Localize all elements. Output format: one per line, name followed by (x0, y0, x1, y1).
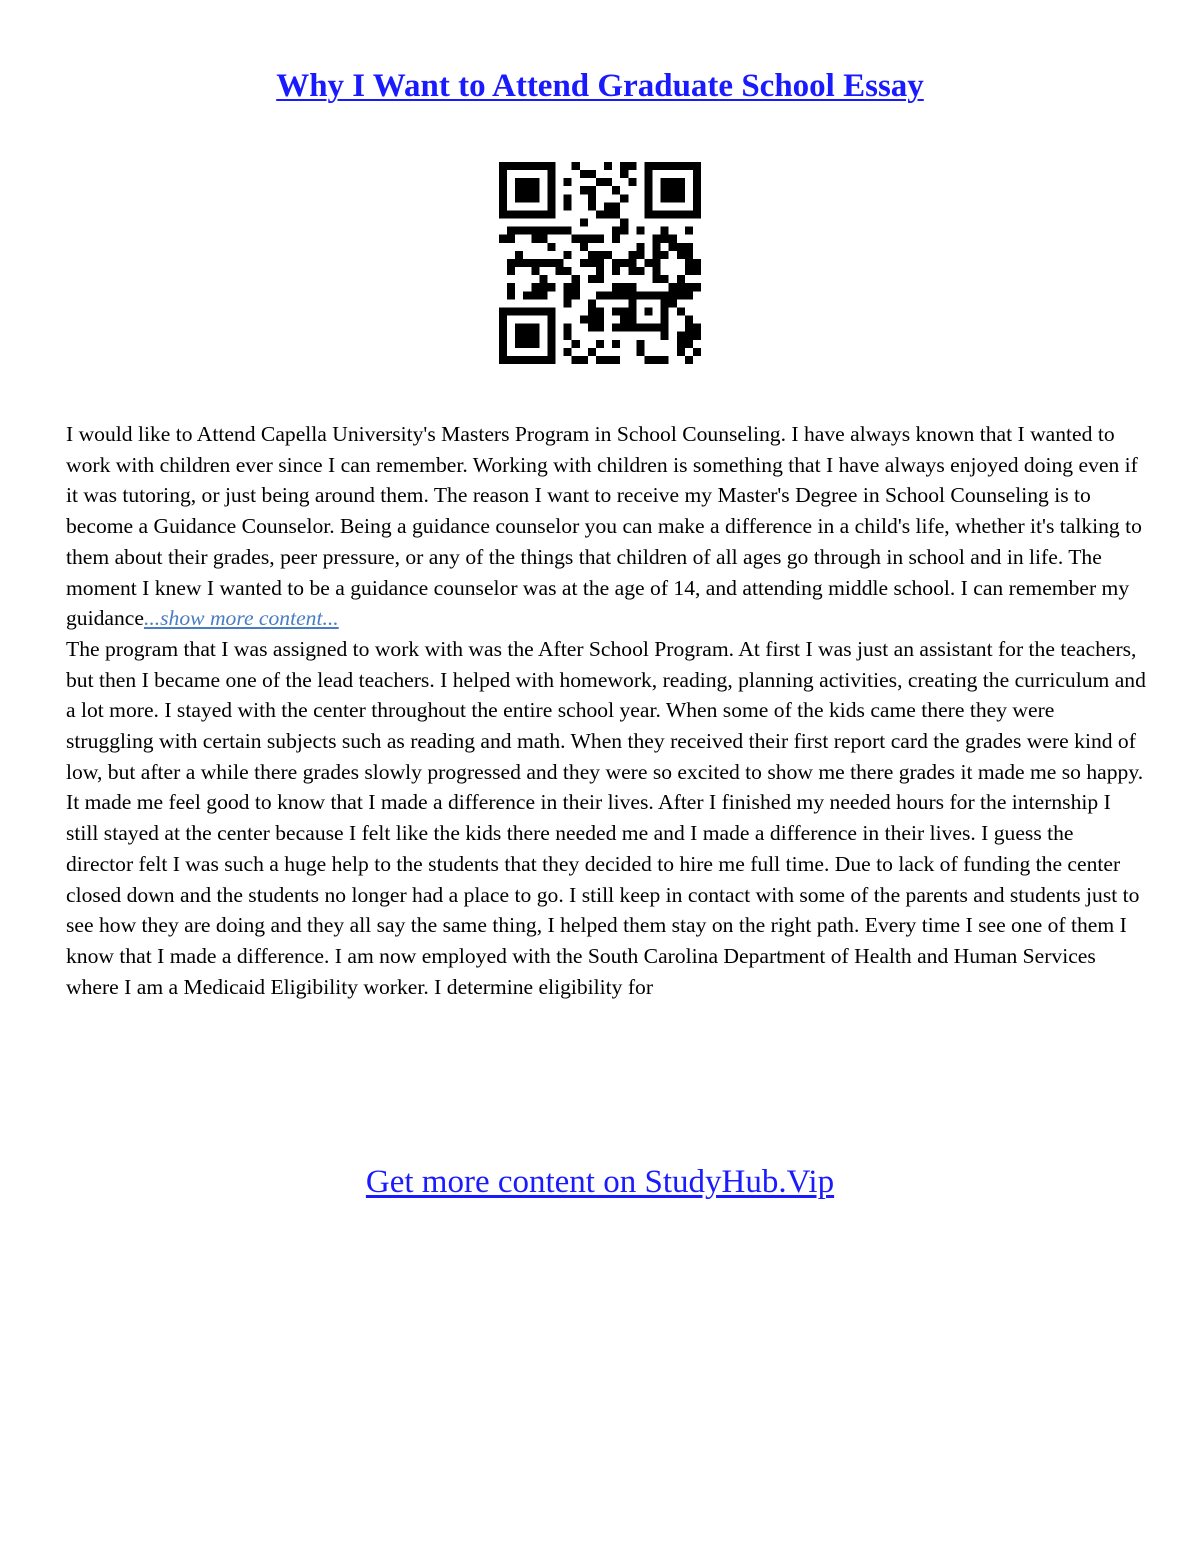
footer (0, 1160, 1200, 1204)
qr-code-icon (499, 162, 701, 364)
paragraph-1-text: I would like to Attend Capella University's Masters Program in School Counseling. I have always known that I wanted to work with children ever since I can remember. Working with children is something that I have always enjoyed doing even if it was tutoring, or just being around them. The reason I want to receive my Master's Degree in School Counseling is to become a Guidance Counselor. Being a guidance counselor you can make a difference in a child's life, whether it's talking to them about their grades, peer pressure, or any of the things that children of all ages go through in school and in life. The moment I knew I wanted to be a guidance counselor was at the age of 14, and attending middle school. I can remember my guidance (66, 422, 1142, 631)
title-link[interactable]: Why I Want to Attend Graduate School Essay (276, 68, 924, 104)
essay-body (66, 419, 1146, 1002)
show-more-link[interactable]: ...show more content... (143, 606, 339, 631)
essay-paragraph-2: The program that I was assigned to work with was the After School Program. At first I was just an assistant for the teachers, but then I became one of the lead teachers. I helped with homework, reading, planning activities, creating the curriculum and a lot more. I stayed with the center throughout the entire school year. When some of the kids came there they were struggling with certain subjects such as reading and math. When they received their first report card the grades were kind of low, but after a while there grades slowly progressed and they were so excited to show me there grades it made me so happy. It made me feel good to know that I made a difference in their lives. After I finished my needed hours for the internship I still stayed at the center because I felt like the kids there needed me and I made a difference in their lives. I guess the director felt I was such a huge help to the students that they decided to hire me full time. Due to lack of funding the center closed down and the students no longer had a place to go. I still keep in contact with some of the parents and students just to see how they are doing and they all say the same thing, I helped them stay on the right path. Every time I see one of them I know that I made a difference. I am now employed with the South Carolina Department of Health and Human Services where I am a Medicaid Eligibility worker. I determine eligibility for (66, 636, 1146, 999)
essay-paragraph-1 (66, 419, 1146, 634)
page-title (0, 64, 1200, 108)
studyhub-link[interactable]: Get more content on StudyHub.Vip (365, 1164, 835, 1200)
